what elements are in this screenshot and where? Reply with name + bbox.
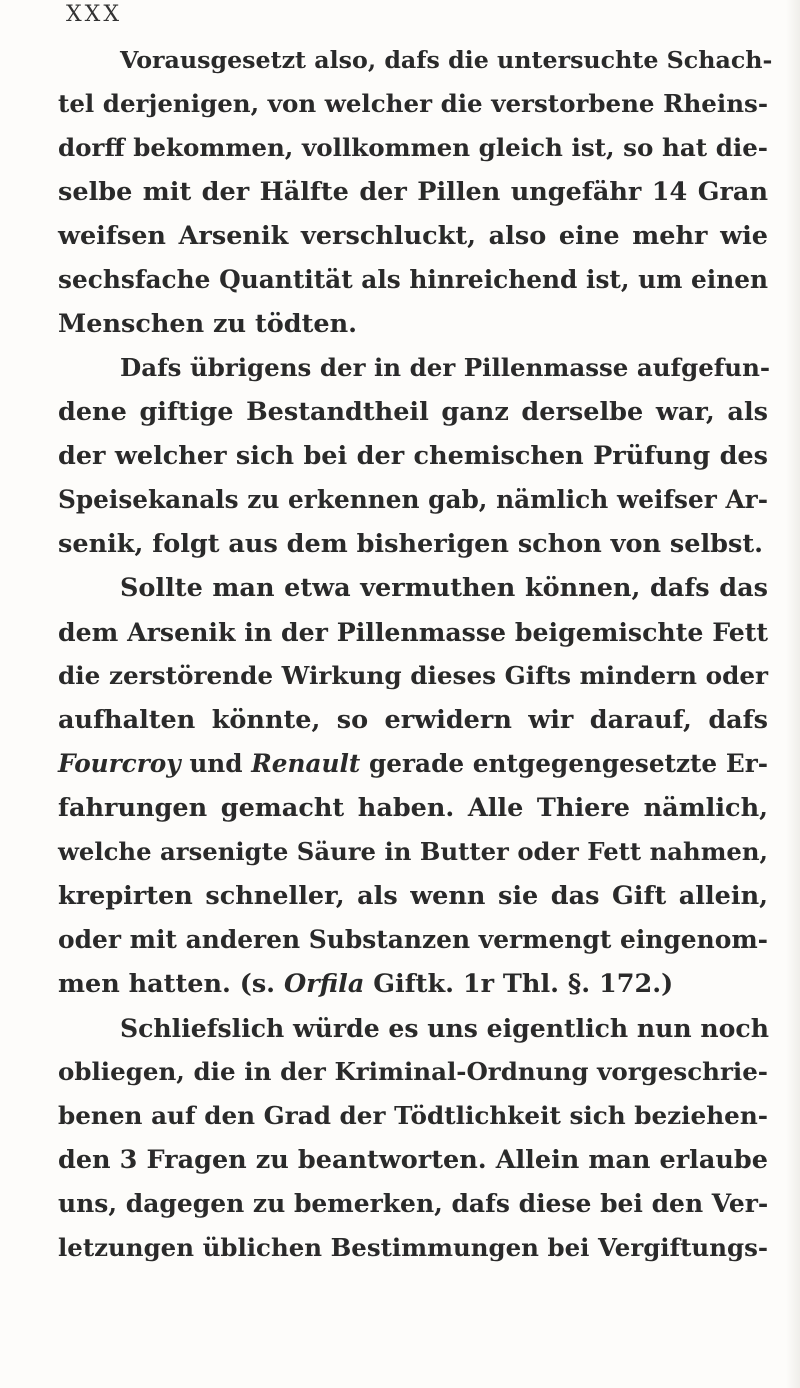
- text-line-21: oder mit anderen Substanzen vermengt eingenom-: [58, 925, 768, 954]
- text-line-28: letzungen üblichen Bestimmungen bei Vergiftungs-: [58, 1233, 768, 1262]
- name-renault: Renault: [251, 749, 361, 778]
- text-line-20: krepirten schneller, als wenn sie das Gift allein,: [58, 881, 768, 911]
- text-line-22: [58, 962, 768, 1006]
- text-line-9: dene giftige Bestandtheil ganz derselbe war, als: [58, 397, 768, 427]
- text-line-15: die zerstörende Wirkung dieses Gifts mindern oder: [58, 661, 769, 690]
- page-number: XXX: [66, 2, 122, 27]
- text-line-16: aufhalten könnte, so erwidern wir darauf, dafs: [58, 705, 768, 735]
- text-line-17: [58, 742, 768, 786]
- text-line-17-tail: gerade entgegengesetzte Er-: [360, 749, 768, 778]
- text-line-2: tel derjenigen, von welcher die verstorbene Rheins-: [58, 89, 768, 118]
- text-line-22-head: men hatten. (s.: [58, 969, 284, 999]
- text-line-8: Dafs übrigens der in der Pillenmasse aufgefun-: [120, 353, 771, 382]
- text-line-12: senik, folgt aus dem bisherigen schon von selbst.: [58, 529, 764, 559]
- text-line-11: Speisekanals zu erkennen gab, nämlich weifser Ar-: [58, 485, 768, 514]
- text-line-23: Schliefslich würde es uns eigentlich nun noch: [120, 1013, 769, 1043]
- text-line-13: Sollte man etwa vermuthen können, dafs das: [120, 573, 768, 603]
- text-line-5: weifsen Arsenik verschluckt, also eine mehr wie: [58, 221, 768, 251]
- text-line-27: uns, dagegen zu bemerken, dafs diese bei den Ver-: [58, 1189, 769, 1218]
- text-line-4: selbe mit der Hälfte der Pillen ungefähr 14 Gran: [58, 177, 768, 207]
- text-line-14: dem Arsenik in der Pillenmasse beigemischte Fett: [58, 617, 768, 647]
- conjunction-und: und: [180, 749, 252, 778]
- text-line-7: Menschen zu tödten.: [58, 309, 357, 339]
- body-text: [58, 38, 773, 1270]
- page-edge-shadow: [786, 0, 800, 1388]
- text-line-25: benen auf den Grad der Tödtlichkeit sich beziehen-: [58, 1101, 768, 1130]
- text-line-1: Vorausgesetzt also, dafs die untersuchte Schach-: [120, 46, 773, 74]
- text-line-24: obliegen, die in der Kriminal-Ordnung vorgeschrie-: [58, 1057, 768, 1086]
- name-fourcroy: Fourcroy: [58, 749, 181, 778]
- text-line-10: der welcher sich bei der chemischen Prüfung des: [58, 441, 768, 471]
- text-line-3: dorff bekommen, vollkommen gleich ist, so hat die-: [58, 133, 768, 162]
- name-orfila: Orfila: [283, 969, 365, 999]
- text-line-22-tail: Giftk. 1r Thl. §. 172.): [364, 969, 674, 999]
- text-line-19: welche arsenigte Säure in Butter oder Fett nahmen,: [58, 837, 768, 866]
- text-line-26: den 3 Fragen zu beantworten. Allein man erlaube: [58, 1145, 768, 1175]
- text-line-6: sechsfache Quantität als hinreichend ist, um einen: [58, 265, 769, 294]
- text-line-18: fahrungen gemacht haben. Alle Thiere nämlich,: [58, 793, 768, 823]
